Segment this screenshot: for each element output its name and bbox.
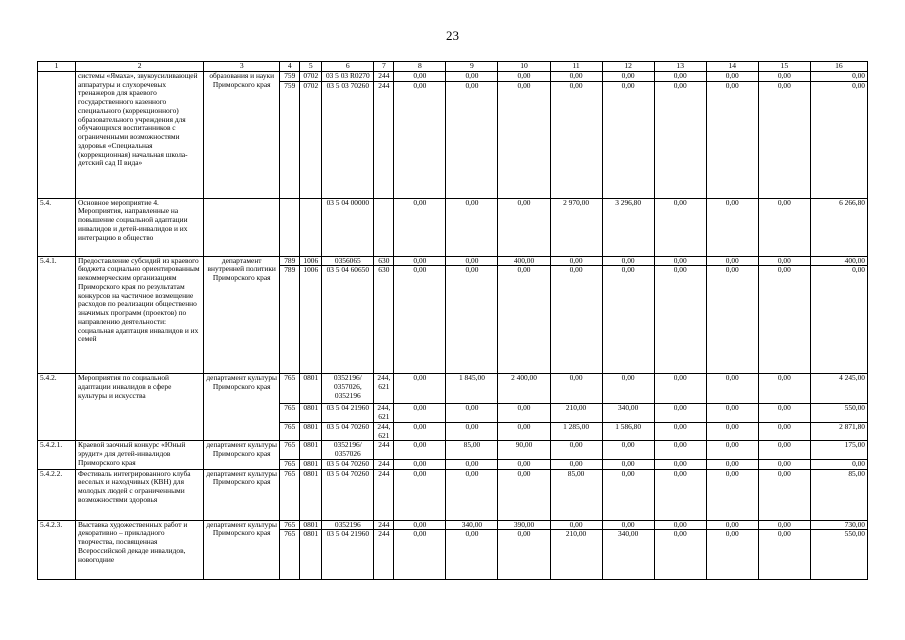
table-row (38, 374, 868, 404)
table-row (38, 72, 868, 82)
cell-v16: 2 871,80 (810, 422, 867, 440)
cell-v11: 0,00 (550, 374, 602, 404)
cell-v11: 2 970,00 (550, 198, 602, 256)
cell-v10: 0,00 (498, 198, 550, 256)
row-code (38, 72, 76, 199)
cell-vr: 244 (374, 459, 394, 469)
cell-v9: 0,00 (446, 198, 498, 256)
cell-rzpr: 1006 (300, 256, 322, 266)
cell-v11: 0,00 (550, 72, 602, 82)
cell-v16: 175,00 (810, 441, 867, 459)
cell-v11: 0,00 (550, 266, 602, 374)
table-row (38, 469, 868, 520)
cell-vr: 244 (374, 520, 394, 530)
cell-csr: 03 5 04 70260 (322, 459, 374, 469)
cell-rzpr: 0801 (300, 404, 322, 422)
cell-v10: 90,00 (498, 441, 550, 459)
cell-v11: 0,00 (550, 459, 602, 469)
cell-v8: 0,00 (394, 520, 446, 530)
cell-v9: 0,00 (446, 266, 498, 374)
cell-csr: 03 5 04 70260 (322, 422, 374, 440)
cell-v8: 0,00 (394, 266, 446, 374)
cell-v12: 1 586,80 (602, 422, 654, 440)
cell-v15: 0,00 (758, 469, 810, 520)
cell-v10: 2 400,00 (498, 374, 550, 404)
row-code: 5.4.2.3. (38, 520, 76, 580)
column-number: 2 (76, 62, 204, 72)
column-number: 14 (706, 62, 758, 72)
cell-csr: 0356065 (322, 256, 374, 266)
row-executor: департамент культуры Приморского края (204, 469, 280, 520)
cell-v9: 0,00 (446, 469, 498, 520)
cell-v14: 0,00 (706, 72, 758, 82)
cell-v11: 0,00 (550, 441, 602, 459)
cell-vr: 630 (374, 266, 394, 374)
cell-rzpr: 0801 (300, 520, 322, 530)
cell-v16: 550,00 (810, 404, 867, 422)
cell-vr (374, 198, 394, 256)
cell-v11: 210,00 (550, 530, 602, 580)
cell-v8: 0,00 (394, 441, 446, 459)
cell-v16: 400,00 (810, 256, 867, 266)
cell-v13: 0,00 (654, 256, 706, 266)
cell-v12: 0,00 (602, 72, 654, 82)
cell-grbs: 765 (280, 459, 300, 469)
cell-v14: 0,00 (706, 530, 758, 580)
cell-v14: 0,00 (706, 441, 758, 459)
row-name: Предоставление субсидий из краевого бюджета социально ориентированным некоммерческим организациям Приморского края по результатам конкурсов на частичное возмещение расходов по реализации общественно значимых программ (проектов) по направлению деятельности: социальная адаптация инвалидов и их семей (76, 256, 204, 374)
cell-v8: 0,00 (394, 72, 446, 82)
cell-csr: 0352196/ 0357026 (322, 441, 374, 459)
cell-v14: 0,00 (706, 198, 758, 256)
column-number-row (38, 62, 868, 72)
cell-vr: 244 (374, 469, 394, 520)
cell-vr: 244, 621 (374, 374, 394, 404)
row-code: 5.4.2.2. (38, 469, 76, 520)
row-executor: департамент внутренней политики Приморского края (204, 256, 280, 374)
cell-v11: 0,00 (550, 81, 602, 198)
cell-grbs: 789 (280, 256, 300, 266)
cell-v9: 0,00 (446, 404, 498, 422)
cell-v13: 0,00 (654, 441, 706, 459)
table-row (38, 441, 868, 459)
cell-v10: 400,00 (498, 256, 550, 266)
cell-v15: 0,00 (758, 459, 810, 469)
cell-v11: 85,00 (550, 469, 602, 520)
cell-csr: 0352196/ 0357026, 0352196 (322, 374, 374, 404)
cell-v13: 0,00 (654, 72, 706, 82)
row-executor: департамент культуры Приморского края (204, 520, 280, 580)
cell-grbs: 765 (280, 530, 300, 580)
cell-grbs: 765 (280, 441, 300, 459)
cell-v14: 0,00 (706, 459, 758, 469)
row-code: 5.4.1. (38, 256, 76, 374)
cell-v13: 0,00 (654, 81, 706, 198)
cell-rzpr: 0801 (300, 469, 322, 520)
cell-v16: 0,00 (810, 81, 867, 198)
cell-v11: 1 285,00 (550, 422, 602, 440)
cell-v13: 0,00 (654, 266, 706, 374)
table-row (38, 520, 868, 530)
cell-v12: 3 296,80 (602, 198, 654, 256)
cell-v9: 0,00 (446, 422, 498, 440)
cell-grbs: 765 (280, 422, 300, 440)
column-number: 4 (280, 62, 300, 72)
cell-v15: 0,00 (758, 520, 810, 530)
row-name: Фестиваль интегрированного клуба веселых и находчивых (КВН) для молодых людей с ограниченными возможностями здоровья (76, 469, 204, 520)
cell-grbs: 789 (280, 266, 300, 374)
cell-rzpr: 0801 (300, 459, 322, 469)
cell-v13: 0,00 (654, 459, 706, 469)
column-number: 11 (550, 62, 602, 72)
row-code: 5.4.2.1. (38, 441, 76, 469)
column-number: 7 (374, 62, 394, 72)
cell-csr: 03 5 04 21960 (322, 530, 374, 580)
cell-v12: 0,00 (602, 469, 654, 520)
cell-v13: 0,00 (654, 469, 706, 520)
cell-csr: 0352196 (322, 520, 374, 530)
cell-v10: 0,00 (498, 422, 550, 440)
cell-v16: 0,00 (810, 459, 867, 469)
cell-v12: 340,00 (602, 404, 654, 422)
cell-vr: 244 (374, 81, 394, 198)
row-executor: департамент культуры Приморского края (204, 374, 280, 441)
row-name: Мероприятия по социальной адаптации инвалидов в сфере культуры и искусства (76, 374, 204, 441)
column-number: 5 (300, 62, 322, 72)
cell-v8: 0,00 (394, 530, 446, 580)
cell-v9: 1 845,00 (446, 374, 498, 404)
cell-csr: 03 5 04 70260 (322, 469, 374, 520)
cell-v9: 85,00 (446, 441, 498, 459)
cell-rzpr: 0801 (300, 422, 322, 440)
cell-v8: 0,00 (394, 374, 446, 404)
column-number: 8 (394, 62, 446, 72)
cell-v15: 0,00 (758, 441, 810, 459)
cell-grbs: 765 (280, 520, 300, 530)
cell-grbs: 765 (280, 374, 300, 404)
cell-grbs: 765 (280, 404, 300, 422)
cell-v13: 0,00 (654, 530, 706, 580)
cell-v14: 0,00 (706, 81, 758, 198)
cell-v12: 0,00 (602, 520, 654, 530)
cell-vr: 244 (374, 72, 394, 82)
cell-rzpr: 0702 (300, 72, 322, 82)
cell-v13: 0,00 (654, 520, 706, 530)
cell-v9: 0,00 (446, 81, 498, 198)
cell-v12: 0,00 (602, 81, 654, 198)
column-number: 13 (654, 62, 706, 72)
cell-v14: 0,00 (706, 374, 758, 404)
page-number: 23 (446, 28, 459, 43)
cell-rzpr: 0801 (300, 374, 322, 404)
cell-v12: 340,00 (602, 530, 654, 580)
cell-v12: 0,00 (602, 459, 654, 469)
cell-v9: 0,00 (446, 256, 498, 266)
cell-v15: 0,00 (758, 374, 810, 404)
cell-v10: 0,00 (498, 530, 550, 580)
cell-v9: 0,00 (446, 459, 498, 469)
cell-v15: 0,00 (758, 198, 810, 256)
cell-v12: 0,00 (602, 266, 654, 374)
cell-csr: 03 5 03 70260 (322, 81, 374, 198)
cell-v15: 0,00 (758, 81, 810, 198)
cell-csr: 03 5 04 00000 (322, 198, 374, 256)
row-name: Выставка художественных работ и декоративно – прикладного творчества, посвященная Всероссийской декаде инвалидов, новогодние (76, 520, 204, 580)
cell-v16: 550,00 (810, 530, 867, 580)
cell-v10: 0,00 (498, 72, 550, 82)
cell-v15: 0,00 (758, 404, 810, 422)
cell-vr: 630 (374, 256, 394, 266)
column-number: 6 (322, 62, 374, 72)
row-executor: образования и науки Приморского края (204, 72, 280, 199)
column-number: 12 (602, 62, 654, 72)
row-name: системы «Ямаха», звукоусиливающей аппаратуры и слухоречевых тренажеров для краевого государственного казенного специального (коррекционного) образовательного учреждения для обучающихся воспитанников с ограниченными возможностями здоровья «Специальная (коррекционная) начальная школа-детский сад II вида» (76, 72, 204, 199)
column-number: 16 (810, 62, 867, 72)
row-name: Основное мероприятие 4. Мероприятия, направленные на повышение социальной адаптации инвалидов и детей-инвалидов и их интеграцию в общество (76, 198, 204, 256)
cell-rzpr: 0801 (300, 441, 322, 459)
cell-v16: 0,00 (810, 72, 867, 82)
row-code: 5.4.2. (38, 374, 76, 441)
cell-v10: 0,00 (498, 459, 550, 469)
cell-rzpr: 0702 (300, 81, 322, 198)
cell-v12: 0,00 (602, 441, 654, 459)
cell-vr: 244 (374, 530, 394, 580)
cell-v8: 0,00 (394, 469, 446, 520)
cell-v8: 0,00 (394, 404, 446, 422)
row-code: 5.4. (38, 198, 76, 256)
cell-csr: 03 5 04 60650 (322, 266, 374, 374)
cell-v14: 0,00 (706, 469, 758, 520)
cell-grbs (280, 198, 300, 256)
column-number: 9 (446, 62, 498, 72)
cell-v14: 0,00 (706, 256, 758, 266)
cell-v8: 0,00 (394, 459, 446, 469)
cell-grbs: 765 (280, 469, 300, 520)
cell-csr: 03 5 03 R0270 (322, 72, 374, 82)
cell-v8: 0,00 (394, 422, 446, 440)
table-row (38, 198, 868, 256)
cell-rzpr: 1006 (300, 266, 322, 374)
column-number: 1 (38, 62, 76, 72)
cell-vr: 244, 621 (374, 404, 394, 422)
cell-v14: 0,00 (706, 422, 758, 440)
cell-v9: 340,00 (446, 520, 498, 530)
table-row (38, 256, 868, 266)
cell-v10: 0,00 (498, 404, 550, 422)
cell-v13: 0,00 (654, 374, 706, 404)
cell-v11: 0,00 (550, 520, 602, 530)
cell-v9: 0,00 (446, 530, 498, 580)
cell-grbs: 759 (280, 72, 300, 82)
cell-v12: 0,00 (602, 374, 654, 404)
cell-csr: 03 5 04 21960 (322, 404, 374, 422)
cell-v15: 0,00 (758, 422, 810, 440)
row-executor (204, 198, 280, 256)
cell-v10: 390,00 (498, 520, 550, 530)
cell-v15: 0,00 (758, 266, 810, 374)
cell-v11: 0,00 (550, 256, 602, 266)
cell-v13: 0,00 (654, 404, 706, 422)
cell-v16: 730,00 (810, 520, 867, 530)
column-number: 10 (498, 62, 550, 72)
cell-v14: 0,00 (706, 266, 758, 374)
cell-vr: 244, 621 (374, 422, 394, 440)
column-number: 15 (758, 62, 810, 72)
cell-v15: 0,00 (758, 72, 810, 82)
cell-v10: 0,00 (498, 469, 550, 520)
cell-v13: 0,00 (654, 422, 706, 440)
cell-v16: 85,00 (810, 469, 867, 520)
cell-v12: 0,00 (602, 256, 654, 266)
cell-rzpr (300, 198, 322, 256)
column-number: 3 (204, 62, 280, 72)
cell-v14: 0,00 (706, 520, 758, 530)
cell-v16: 0,00 (810, 266, 867, 374)
cell-rzpr: 0801 (300, 530, 322, 580)
row-name: Краевой заочный конкурс «Юный эрудит» для детей-инвалидов Приморского края (76, 441, 204, 469)
cell-v15: 0,00 (758, 530, 810, 580)
cell-v8: 0,00 (394, 81, 446, 198)
cell-v13: 0,00 (654, 198, 706, 256)
row-executor: департамент культуры Приморского края (204, 441, 280, 469)
cell-v16: 4 245,00 (810, 374, 867, 404)
cell-v8: 0,00 (394, 256, 446, 266)
cell-v10: 0,00 (498, 81, 550, 198)
cell-v10: 0,00 (498, 266, 550, 374)
cell-v16: 6 266,80 (810, 198, 867, 256)
cell-v14: 0,00 (706, 404, 758, 422)
cell-v8: 0,00 (394, 198, 446, 256)
cell-v15: 0,00 (758, 256, 810, 266)
budget-table (37, 61, 868, 580)
cell-vr: 244 (374, 441, 394, 459)
cell-v11: 210,00 (550, 404, 602, 422)
cell-v9: 0,00 (446, 72, 498, 82)
cell-grbs: 759 (280, 81, 300, 198)
